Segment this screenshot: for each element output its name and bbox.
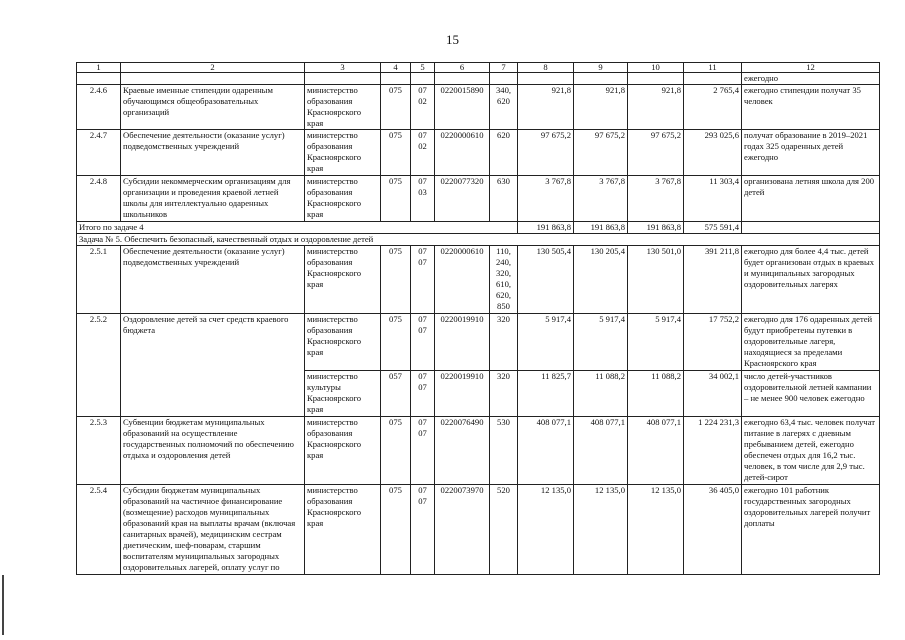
amount-2020: 130 205,4 [574, 245, 628, 313]
measure-name: Субвенции бюджетам муниципальных образований на осуществление государственных полномочий по обеспечению отдыха и оздоровления детей [121, 416, 305, 484]
target-article: 0220015890 [435, 85, 490, 130]
total-2021: 191 863,8 [628, 222, 684, 234]
target-article: 0220073970 [435, 484, 490, 574]
task-heading-row [77, 234, 880, 246]
grbs-code: 075 [381, 416, 411, 484]
amount-2020: 97 675,2 [574, 130, 628, 176]
amount-total: 36 405,0 [684, 484, 742, 574]
agency: министерство культуры Красноярского края [305, 370, 381, 416]
amount-total: 11 303,4 [684, 176, 742, 222]
expected-result: ежегодно 101 работник государственных загородных оздоровительных лагерей получит доплаты [742, 484, 880, 574]
amount-total: 34 002,1 [684, 370, 742, 416]
grbs-code: 075 [381, 484, 411, 574]
row-number: 2.5.2 [77, 313, 121, 416]
expected-result: ежегодно 63,4 тыс. человек получат питание в лагерях с дневным пребыванием детей, ежегодно обеспечен отдых для 16,2 тыс. человек, в том числе для 2,9 тыс. детей-сирот [742, 416, 880, 484]
col-header: 11 [684, 63, 742, 73]
agency: министерство образования Красноярского края [305, 313, 381, 370]
expected-result: получат образование в 2019–2021 годах 325 одаренных детей ежегодно [742, 130, 880, 176]
section-code: 07 02 [411, 85, 435, 130]
amount-2020: 5 917,4 [574, 313, 628, 370]
target-article: 0220019910 [435, 313, 490, 370]
section-code: 07 03 [411, 176, 435, 222]
amount-2020: 3 767,8 [574, 176, 628, 222]
amount-2019: 5 917,4 [518, 313, 574, 370]
expense-type: 110, 240, 320, 610, 620, 850 [490, 245, 518, 313]
amount-2019: 11 825,7 [518, 370, 574, 416]
col-header: 6 [435, 63, 490, 73]
row-number: 2.4.6 [77, 85, 121, 130]
amount-2020: 11 088,2 [574, 370, 628, 416]
measure-name: Обеспечение деятельности (оказание услуг) подведомственных учреждений [121, 130, 305, 176]
expense-type: 340, 620 [490, 85, 518, 130]
row-number: 2.4.8 [77, 176, 121, 222]
carry-over-row [77, 73, 880, 85]
table-row [77, 416, 880, 484]
row-number: 2.5.4 [77, 484, 121, 574]
expected-result: ежегодно для более 4,4 тыс. детей будет организован отдых в краевых и муниципальных загородных оздоровительных лагерях [742, 245, 880, 313]
expected-result: ежегодно стипендии получат 35 человек [742, 85, 880, 130]
expected-result: организована летняя школа для 200 детей [742, 176, 880, 222]
total-label: Итого по задаче 4 [77, 222, 518, 234]
total-2020: 191 863,8 [574, 222, 628, 234]
row-number: 2.5.3 [77, 416, 121, 484]
amount-total: 293 025,6 [684, 130, 742, 176]
grbs-code: 075 [381, 313, 411, 370]
agency: министерство образования Красноярского края [305, 484, 381, 574]
task-heading: Задача № 5. Обеспечить безопасный, качественный отдых и оздоровление детей [77, 234, 880, 246]
agency: министерство образования Красноярского края [305, 176, 381, 222]
section-code: 07 07 [411, 484, 435, 574]
amount-2019: 3 767,8 [518, 176, 574, 222]
target-article: 0220019910 [435, 370, 490, 416]
amount-total: 2 765,4 [684, 85, 742, 130]
table-row [77, 130, 880, 176]
agency: министерство образования Красноярского края [305, 416, 381, 484]
col-header: 12 [742, 63, 880, 73]
section-code: 07 07 [411, 416, 435, 484]
target-article: 0220000610 [435, 245, 490, 313]
target-article: 0220076490 [435, 416, 490, 484]
agency: министерство образования Красноярского края [305, 245, 381, 313]
section-code: 07 07 [411, 370, 435, 416]
amount-2019: 130 505,4 [518, 245, 574, 313]
expense-type: 520 [490, 484, 518, 574]
column-number-row [77, 63, 880, 73]
scan-edge-mark [2, 575, 4, 635]
amount-total: 1 224 231,3 [684, 416, 742, 484]
expense-type: 320 [490, 313, 518, 370]
col-header: 9 [574, 63, 628, 73]
table-row [77, 484, 880, 574]
grbs-code: 075 [381, 130, 411, 176]
expense-type: 620 [490, 130, 518, 176]
grbs-code: 057 [381, 370, 411, 416]
expense-type: 530 [490, 416, 518, 484]
amount-total: 391 211,8 [684, 245, 742, 313]
grbs-code: 075 [381, 245, 411, 313]
expected-result: ежегодно для 176 одаренных детей будут приобретены путевки в оздоровительные лагеря, находящиеся за пределами Красноярского края [742, 313, 880, 370]
row-number: 2.5.1 [77, 245, 121, 313]
total-2019: 191 863,8 [518, 222, 574, 234]
table-row [77, 176, 880, 222]
amount-total: 17 752,2 [684, 313, 742, 370]
page-number: 15 [446, 32, 459, 47]
amount-2020: 921,8 [574, 85, 628, 130]
measure-name: Субсидии бюджетам муниципальных образований на частичное финансирование (возмещение) расходов муниципальных образований края на выплаты врачам (включая санитарных врачей), медицинским сестрам диетическим, шеф-поварам, старшим воспитателям муниципальных загородных оздоровительных лагерей, оплату услуг по [121, 484, 305, 574]
col-header: 5 [411, 63, 435, 73]
expense-type: 320 [490, 370, 518, 416]
col-header: 1 [77, 63, 121, 73]
col-header: 10 [628, 63, 684, 73]
amount-2021: 408 077,1 [628, 416, 684, 484]
col-header: 7 [490, 63, 518, 73]
amount-2020: 12 135,0 [574, 484, 628, 574]
col-header: 3 [305, 63, 381, 73]
section-code: 07 07 [411, 245, 435, 313]
col-header: 2 [121, 63, 305, 73]
amount-2019: 12 135,0 [518, 484, 574, 574]
carry-over-text: ежегодно [742, 73, 880, 85]
target-article: 0220000610 [435, 130, 490, 176]
amount-2019: 97 675,2 [518, 130, 574, 176]
measure-name: Оздоровление детей за счет средств краевого бюджета [121, 313, 305, 416]
budget-table [76, 62, 880, 575]
agency: министерство образования Красноярского края [305, 85, 381, 130]
expense-type: 630 [490, 176, 518, 222]
amount-2021: 97 675,2 [628, 130, 684, 176]
total-row [77, 222, 880, 234]
amount-2021: 11 088,2 [628, 370, 684, 416]
amount-2021: 3 767,8 [628, 176, 684, 222]
table-row [77, 245, 880, 313]
amount-2021: 12 135,0 [628, 484, 684, 574]
grbs-code: 075 [381, 85, 411, 130]
amount-2021: 5 917,4 [628, 313, 684, 370]
table-row [77, 313, 880, 370]
measure-name: Субсидии некоммерческим организациям для организации и проведения краевой летней школы для интеллектуально одаренных школьников [121, 176, 305, 222]
agency: министерство образования Красноярского края [305, 130, 381, 176]
measure-name: Обеспечение деятельности (оказание услуг) подведомственных учреждений [121, 245, 305, 313]
table-row [77, 85, 880, 130]
target-article: 0220077320 [435, 176, 490, 222]
col-header: 4 [381, 63, 411, 73]
amount-2019: 921,8 [518, 85, 574, 130]
total-sum: 575 591,4 [684, 222, 742, 234]
amount-2019: 408 077,1 [518, 416, 574, 484]
row-number: 2.4.7 [77, 130, 121, 176]
expected-result: число детей-участников оздоровительной летней кампании – не менее 900 человек ежегодно [742, 370, 880, 416]
measure-name: Краевые именные стипендии одаренным обучающимся общеобразовательных организаций [121, 85, 305, 130]
amount-2020: 408 077,1 [574, 416, 628, 484]
grbs-code: 075 [381, 176, 411, 222]
amount-2021: 921,8 [628, 85, 684, 130]
section-code: 07 02 [411, 130, 435, 176]
section-code: 07 07 [411, 313, 435, 370]
amount-2021: 130 501,0 [628, 245, 684, 313]
col-header: 8 [518, 63, 574, 73]
